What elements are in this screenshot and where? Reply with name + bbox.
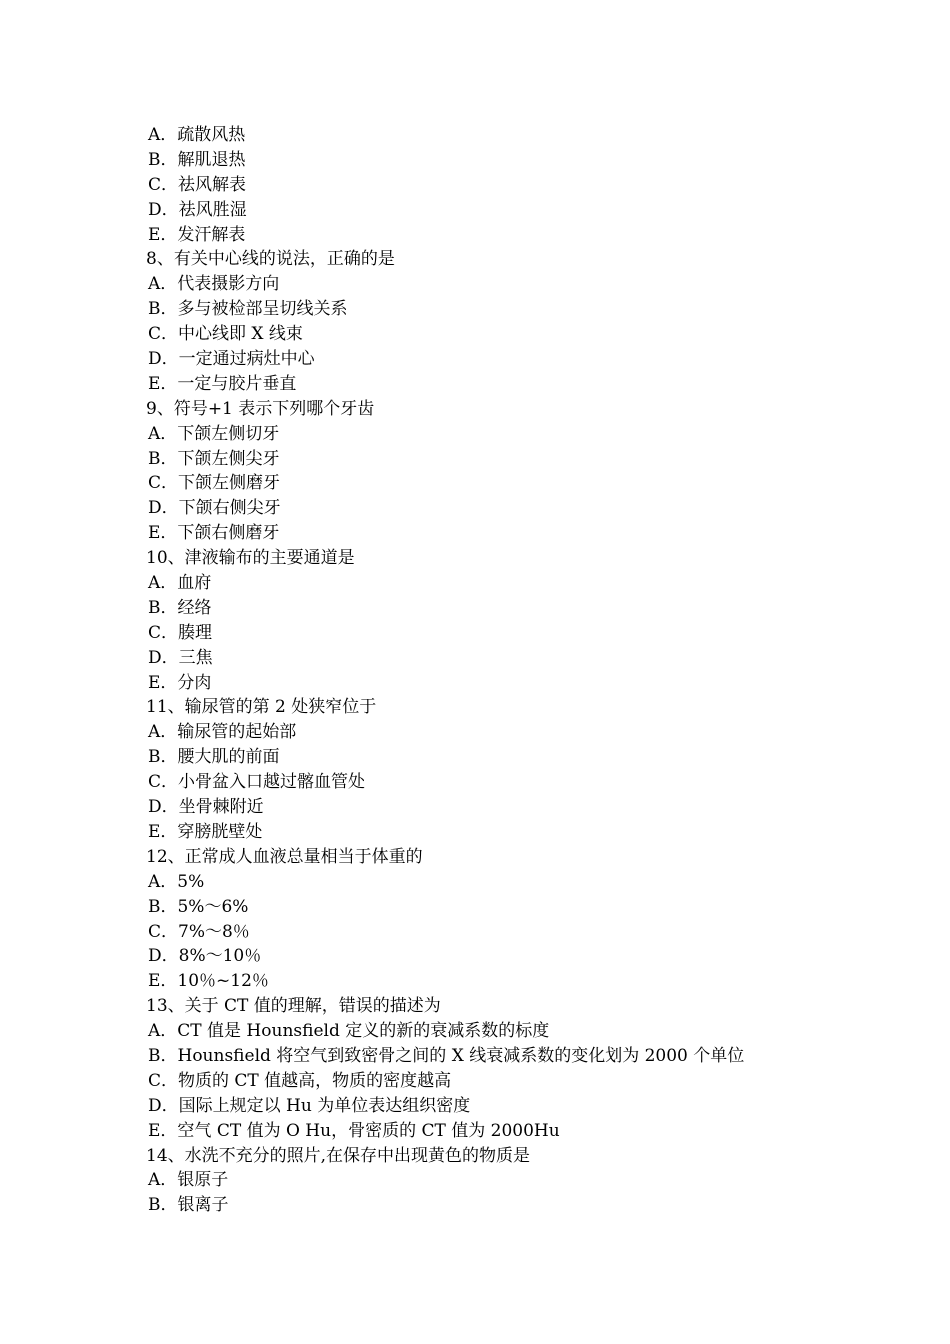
question-line: 14、水洗不充分的照片,在保存中出现黄色的物质是	[146, 1145, 531, 1166]
option-line: B．多与被检部呈切线关系	[148, 299, 348, 320]
option-line: D．祛风胜湿	[148, 199, 247, 220]
option-line: B．腰大肌的前面	[148, 747, 280, 768]
option-line: E．10％~12％	[148, 971, 269, 992]
option-line: C．物质的 CT 值越高，物质的密度越高	[148, 1070, 452, 1091]
option-line: E．下颌右侧磨牙	[148, 523, 280, 544]
option-line: C．中心线即 X 线束	[148, 324, 303, 345]
option-line: B．Hounsfield 将空气到致密骨之间的 X 线衰减系数的变化划为 2000 个单位	[148, 1045, 745, 1066]
option-line: C．祛风解表	[148, 174, 247, 195]
option-line: C．小骨盆入口越过髂血管处	[148, 772, 366, 793]
option-line: C．7%～8％	[148, 921, 250, 942]
option-line: E．空气 CT 值为 O Hu，骨密质的 CT 值为 2000Hu	[148, 1120, 560, 1141]
question-line: 11、输尿管的第 2 处狭窄位于	[146, 697, 377, 718]
option-line: E．发汗解表	[148, 224, 246, 245]
option-line: A．疏散风热	[148, 125, 246, 145]
option-line: A．代表摄影方向	[148, 274, 280, 295]
document-body	[146, 123, 926, 1218]
option-line: B．下颌左侧尖牙	[148, 448, 280, 469]
question-line: 12、正常成人血液总量相当于体重的	[146, 846, 423, 867]
option-line: A．输尿管的起始部	[148, 722, 297, 743]
question-line: 8、有关中心线的说法，正确的是	[146, 249, 395, 270]
option-line: E．穿膀胱壁处	[148, 821, 263, 842]
option-line: A．下颌左侧切牙	[148, 423, 280, 444]
option-line: C．腠理	[148, 622, 213, 643]
option-line: B．解肌退热	[148, 149, 246, 170]
option-line: B．银离子	[148, 1195, 229, 1216]
option-line: D．坐骨棘附近	[148, 797, 264, 818]
question-line: 9、符号+1 表示下列哪个牙齿	[146, 398, 375, 419]
option-line: A．血府	[148, 573, 212, 594]
option-line: D．国际上规定以 Hu 为单位表达组织密度	[148, 1095, 471, 1116]
question-line: 13、关于 CT 值的理解，错误的描述为	[146, 996, 441, 1017]
option-line: B．5%～6%	[148, 896, 249, 917]
question-line: 10、津液输布的主要通道是	[146, 548, 355, 569]
option-line: A．CT 值是 Hounsfield 定义的新的衰减系数的标度	[148, 1021, 550, 1042]
option-line: C．下颌左侧磨牙	[148, 473, 281, 494]
option-line: A．5%	[148, 871, 205, 892]
option-line: D．三焦	[148, 647, 213, 668]
option-line: B．经络	[148, 597, 212, 618]
option-line: A．银原子	[148, 1170, 229, 1191]
option-line: D．下颌右侧尖牙	[148, 498, 281, 519]
option-line: E．一定与胶片垂直	[148, 373, 297, 394]
option-line: D．8%～10％	[148, 946, 262, 967]
option-line: E．分肉	[148, 672, 212, 693]
option-line: D．一定通过病灶中心	[148, 349, 315, 370]
